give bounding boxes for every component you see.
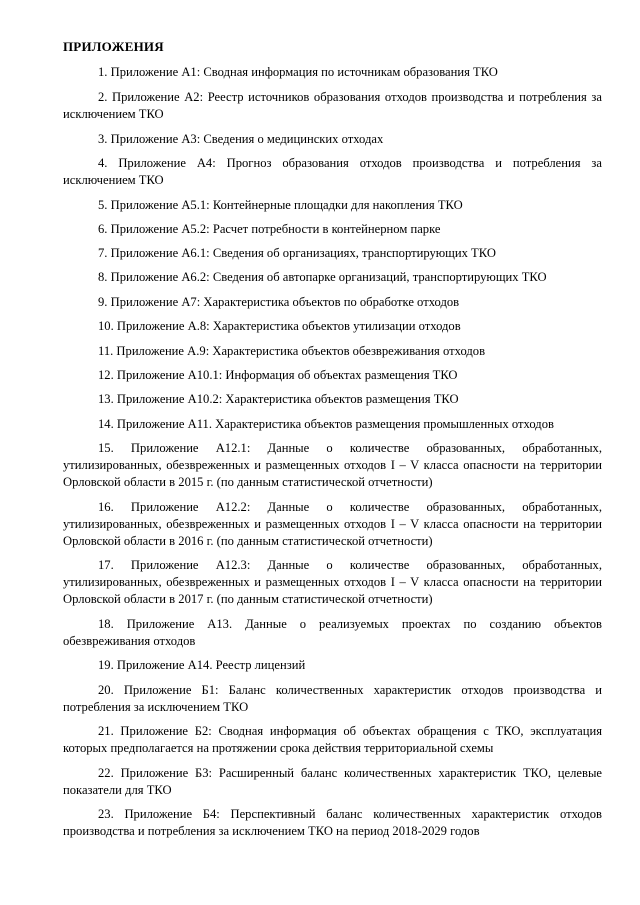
list-item: 7. Приложение А6.1: Сведения об организациях, транспортирующих ТКО [98,246,496,260]
list-item: 11. Приложение А.9: Характеристика объектов обезвреживания отходов [98,344,486,358]
list-item: 1. Приложение А1: Сводная информация по источникам образования ТКО [98,65,498,79]
list-item: 9. Приложение А7: Характеристика объектов по обработке отходов [98,295,460,309]
list-item: 16. Приложение А12.2: Данные о количестве образованных, обработанных, утилизированных, обезвреженных и размещенных отходов I – V класса опасности на территории Орловской области в 2016 г. (по данным статистической отчетности) [63,500,602,548]
list-item: 15. Приложение А12.1: Данные о количестве образованных, обработанных, утилизированных, обезвреженных и размещенных отходов I – V класса опасности на территории Орловской области в 2015 г. (по данным статистической отчетности) [63,441,602,489]
list-item: 5. Приложение А5.1: Контейнерные площадки для накопления ТКО [98,198,463,212]
list-item: 21. Приложение Б2: Сводная информация об объектах обращения с ТКО, эксплуатация которых предполагается на протяжении срока действия территориальной схемы [63,724,602,755]
list-item: 3. Приложение А3: Сведения о медицинских отходах [98,132,384,146]
list-item: 22. Приложение Б3: Расширенный баланс количественных характеристик ТКО, целевые показатели для ТКО [63,766,602,797]
list-item: 6. Приложение А5.2: Расчет потребности в контейнерном парке [98,222,441,236]
list-item: 19. Приложение А14. Реестр лицензий [98,658,306,672]
list-item: 18. Приложение А13. Данные о реализуемых проектах по созданию объектов обезвреживания отходов [63,617,602,648]
list-item: 4. Приложение А4: Прогноз образования отходов производства и потребления за исключением ТКО [63,156,602,187]
list-item: 12. Приложение А10.1: Информация об объектах размещения ТКО [98,368,458,382]
list-item: 14. Приложение А11. Характеристика объектов размещения промышленных отходов [98,417,554,431]
list-item: 13. Приложение А10.2: Характеристика объектов размещения ТКО [98,392,459,406]
list-item: 23. Приложение Б4: Перспективный баланс количественных характеристик отходов производства и потребления за исключением ТКО на период 2018-2029 годов [63,807,602,838]
list-item: 10. Приложение А.8: Характеристика объектов утилизации отходов [98,319,461,333]
list-item: 2. Приложение А2: Реестр источников образования отходов производства и потребления за исключением ТКО [63,90,602,121]
page-title: ПРИЛОЖЕНИЯ [63,39,164,54]
list-item: 17. Приложение А12.3: Данные о количестве образованных, обработанных, утилизированных, обезвреженных и размещенных отходов I – V класса опасности на территории Орловской области в 2017 г. (по данным статистической отчетности) [63,558,602,606]
list-item: 8. Приложение А6.2: Сведения об автопарке организаций, транспортирующих ТКО [98,270,547,284]
list-item: 20. Приложение Б1: Баланс количественных характеристик отходов производства и потребления за исключением ТКО [63,683,602,714]
